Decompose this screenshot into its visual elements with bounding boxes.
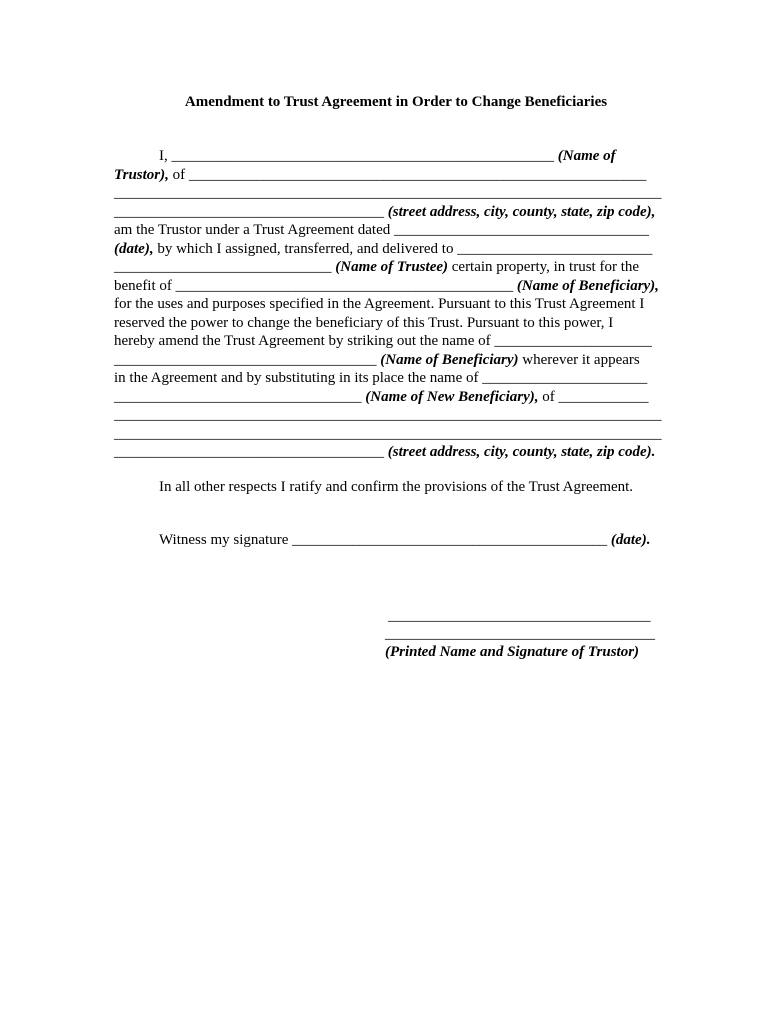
line-text: _________________________________________________________________________: [114, 407, 662, 423]
line-text: I, ___________________________________________________: [159, 148, 558, 164]
line-text: of _____________________________________________________________: [168, 166, 647, 183]
line-field-label: (Name of: [557, 148, 616, 164]
witness-line: [114, 531, 662, 550]
line-text: for the uses and purposes specified in the Agreement. Pursuant to this Trust Agreement I: [114, 296, 645, 312]
line-field-label: (street address, city, county, state, zip code).: [387, 444, 656, 460]
body-line: [114, 221, 662, 240]
body-line: [114, 425, 662, 444]
line-field-label: (Name of Beneficiary),: [516, 277, 659, 294]
line-text: by which I assigned, transferred, and delivered to __________________________: [153, 240, 653, 257]
printed-name-line: ____________________________________: [385, 626, 655, 642]
line-field-label: (Name of Trustee): [335, 259, 448, 275]
signature-caption: (Printed Name and Signature of Trustor): [385, 644, 640, 660]
body-line: [114, 295, 662, 314]
line-text: ___________________________________: [114, 351, 381, 368]
signature-block: [385, 607, 660, 661]
body-line: [114, 258, 662, 277]
body-line: [114, 351, 662, 370]
witness-text: Witness my signature __________________________________________: [159, 532, 611, 548]
line-text: of ____________: [538, 388, 649, 405]
line-text: _____________________________: [114, 259, 336, 275]
line-text: certain property, in trust for the: [448, 259, 640, 275]
line-text: in the Agreement and by substituting in its place the name of ______________________: [114, 370, 648, 386]
witness-date-label: (date).: [610, 532, 651, 548]
line-text: ____________________________________: [114, 444, 388, 460]
line-text: ____________________________________: [114, 203, 388, 220]
line-text: am the Trustor under a Trust Agreement dated __________________________________: [114, 222, 649, 238]
body-line: [114, 166, 662, 185]
body-line: [114, 147, 662, 166]
line-text: _________________________________________________________________________: [114, 425, 662, 442]
line-text: hereby amend the Trust Agreement by striking out the name of _____________________: [114, 333, 652, 349]
line-field-label: (date),: [114, 240, 154, 257]
body-line: [114, 240, 662, 259]
line-field-label: Trustor),: [114, 166, 169, 183]
line-field-label: (Name of Beneficiary): [380, 351, 519, 368]
line-field-label: (Name of New Beneficiary),: [365, 388, 539, 405]
body-line: [114, 314, 662, 333]
line-text: _________________________________________________________________________: [114, 185, 662, 201]
document-body: [114, 147, 662, 550]
line-text: reserved the power to change the beneficiary of this Trust. Pursuant to this power, I: [114, 314, 614, 331]
body-line: [114, 203, 662, 222]
body-line: [114, 406, 662, 425]
line-field-label: (street address, city, county, state, zip code),: [387, 203, 656, 220]
body-line: [114, 332, 662, 351]
body-line: [114, 388, 662, 407]
signature-line: ___________________________________: [388, 608, 651, 624]
body-line: [114, 369, 662, 388]
document-title: Amendment to Trust Agreement in Order to Change Beneficiaries: [184, 94, 608, 110]
body-line: [114, 443, 662, 462]
line-text: wherever it appears: [518, 351, 640, 368]
body-line: [114, 277, 662, 296]
line-text: _________________________________: [114, 388, 366, 405]
ratify-paragraph: In all other respects I ratify and confirm the provisions of the Trust Agreement.: [159, 478, 634, 495]
line-text: benefit of _____________________________________________: [114, 277, 517, 294]
body-line: [114, 184, 662, 203]
